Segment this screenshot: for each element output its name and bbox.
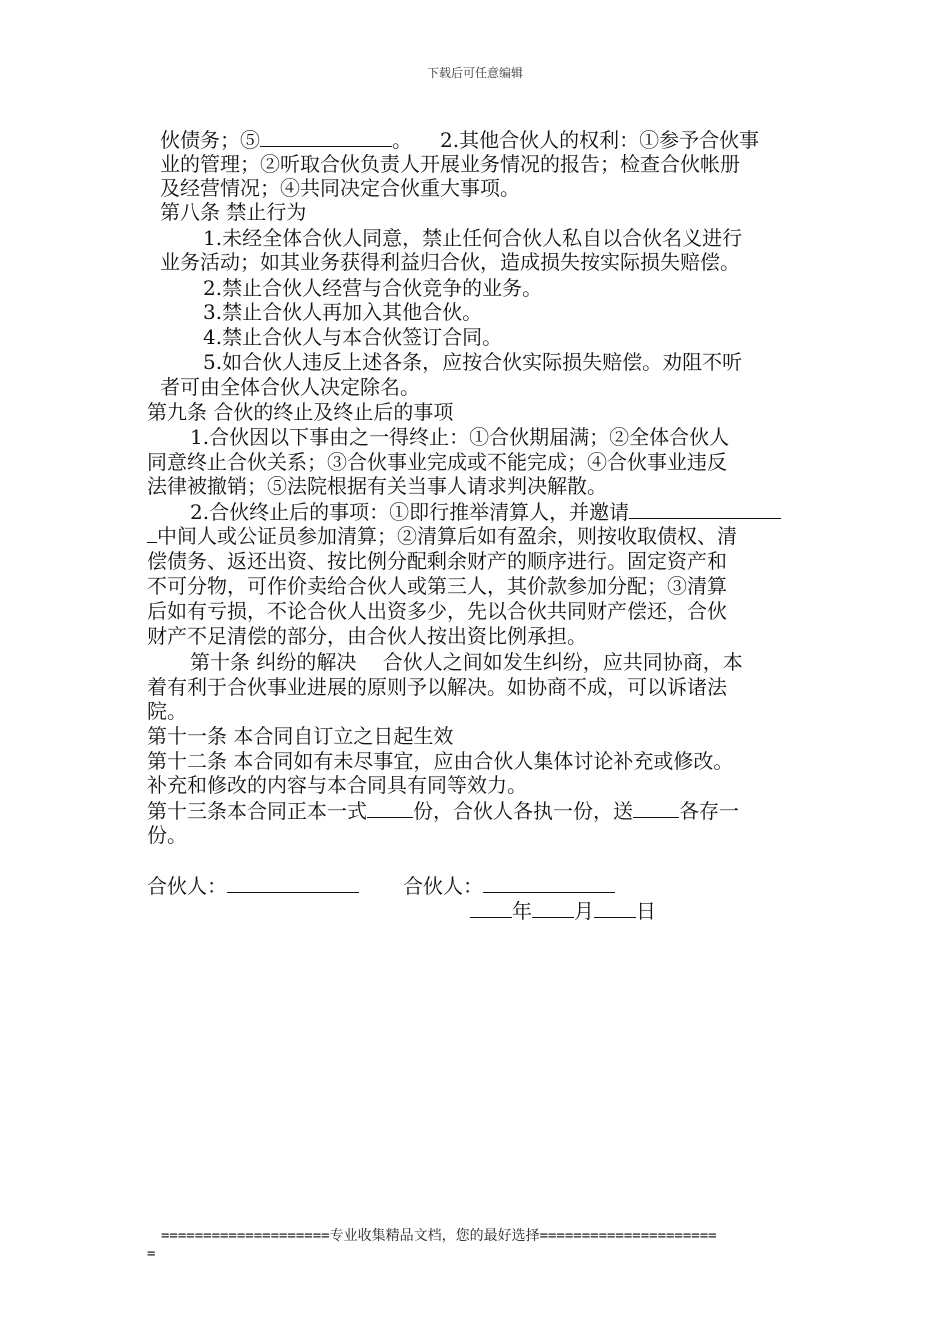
- signature-date: [470, 899, 656, 923]
- text-line: [160, 128, 759, 152]
- text-segment: 2.其他合伙人的权利：①参予合伙事: [440, 128, 760, 152]
- page-footer: [147, 1227, 717, 1263]
- text-line: 补充和修改的内容与本合同具有同等效力。: [147, 773, 527, 797]
- section-heading: 第八条 禁止行为: [160, 200, 307, 224]
- text-line: 2.禁止合伙人经营与合伙竞争的业务。: [203, 276, 543, 300]
- fill-blank: [260, 128, 392, 147]
- text-line: 1.合伙因以下事由之一得终止：①合伙期届满；②全体合伙人: [190, 425, 730, 449]
- signature-label: 合伙人：: [403, 874, 483, 898]
- text-line: 业务活动；如其业务获得利益归合伙，造成损失按实际损失赔偿。: [160, 250, 740, 274]
- text-line: 院。: [147, 699, 187, 723]
- section-heading: 第九条 合伙的终止及终止后的事项: [147, 400, 454, 424]
- text-line: 财产不足清偿的部分，由合伙人按出资比例承担。: [147, 624, 587, 648]
- signature-partner-1: [147, 874, 359, 898]
- text-line: 着有利于合伙事业进展的原则予以解决。如协商不成，可以诉诸法: [147, 675, 727, 699]
- text-line: 业的管理；②听取合伙负责人开展业务情况的报告；检查合伙帐册: [160, 152, 740, 176]
- text-line: 者可由全体合伙人决定除名。: [160, 375, 420, 399]
- month-label: 月: [574, 899, 594, 923]
- day-label: 日: [636, 899, 656, 923]
- fill-blank: [633, 799, 679, 818]
- text-line: [147, 799, 739, 823]
- section-heading: 第十一条 本合同自订立之日起生效: [147, 724, 454, 748]
- text-line: 及经营情况；④共同决定合伙重大事项。: [160, 176, 520, 200]
- text-line: 5.如合伙人违反上述各条，应按合伙实际损失赔偿。劝阻不听: [203, 350, 743, 374]
- text-line: 份。: [147, 823, 187, 847]
- text-segment: 伙债务；⑤: [160, 128, 260, 152]
- fill-blank: [367, 799, 413, 818]
- signature-blank: [483, 874, 615, 893]
- signature-label: 合伙人：: [147, 874, 227, 898]
- text-line: 3.禁止合伙人再加入其他合伙。: [203, 300, 483, 324]
- text-line: 第十二条 本合同如有未尽事宜，应由合伙人集体讨论补充或修改。: [147, 749, 734, 773]
- text-line: 不可分物，可作价卖给合伙人或第三人，其价款参加分配；③清算: [147, 574, 727, 598]
- text-line: 法律被撤销；⑤法院根据有关当事人请求判决解散。: [147, 474, 607, 498]
- footer-line: =: [147, 1246, 156, 1262]
- signature-partner-2: [403, 874, 615, 898]
- text-line: [147, 524, 737, 548]
- text-line: 偿债务、返还出资、按比例分配剩余财产的顺序进行。固定资产和: [147, 549, 727, 573]
- text-segment: 。: [392, 128, 412, 152]
- text-segment: 2.合伙终止后的事项：①即行推举清算人，并邀请: [190, 500, 630, 524]
- text-segment: 份，合伙人各执一份，送: [413, 799, 633, 823]
- fill-blank: [147, 524, 157, 543]
- day-blank: [594, 899, 636, 918]
- text-line: 4.禁止合伙人与本合伙签订合同。: [203, 325, 503, 349]
- page-header-note: 下载后可任意编辑: [426, 66, 523, 80]
- text-segment: 第十三条本合同正本一式: [147, 799, 367, 823]
- month-blank: [532, 899, 574, 918]
- text-segment: 各存一: [679, 799, 739, 823]
- text-line: 同意终止合伙关系；③合伙事业完成或不能完成；④合伙事业违反: [147, 450, 727, 474]
- year-label: 年: [512, 899, 532, 923]
- text-segment: 中间人或公证员参加清算；②清算后如有盈余，则按收取债权、清: [157, 524, 737, 548]
- fill-blank: [629, 500, 781, 519]
- text-line: 1.未经全体合伙人同意，禁止任何合伙人私自以合伙名义进行: [203, 226, 743, 250]
- text-line: [190, 500, 781, 524]
- footer-line: ====================专业收集精品文档，您的最好选择=====================: [161, 1228, 717, 1244]
- text-line: 后如有亏损，不论合伙人出资多少，先以合伙共同财产偿还，合伙: [147, 599, 727, 623]
- signature-blank: [227, 874, 359, 893]
- year-blank: [470, 899, 512, 918]
- text-line: 第十条 纠纷的解决 合伙人之间如发生纠纷，应共同协商，本: [190, 650, 743, 674]
